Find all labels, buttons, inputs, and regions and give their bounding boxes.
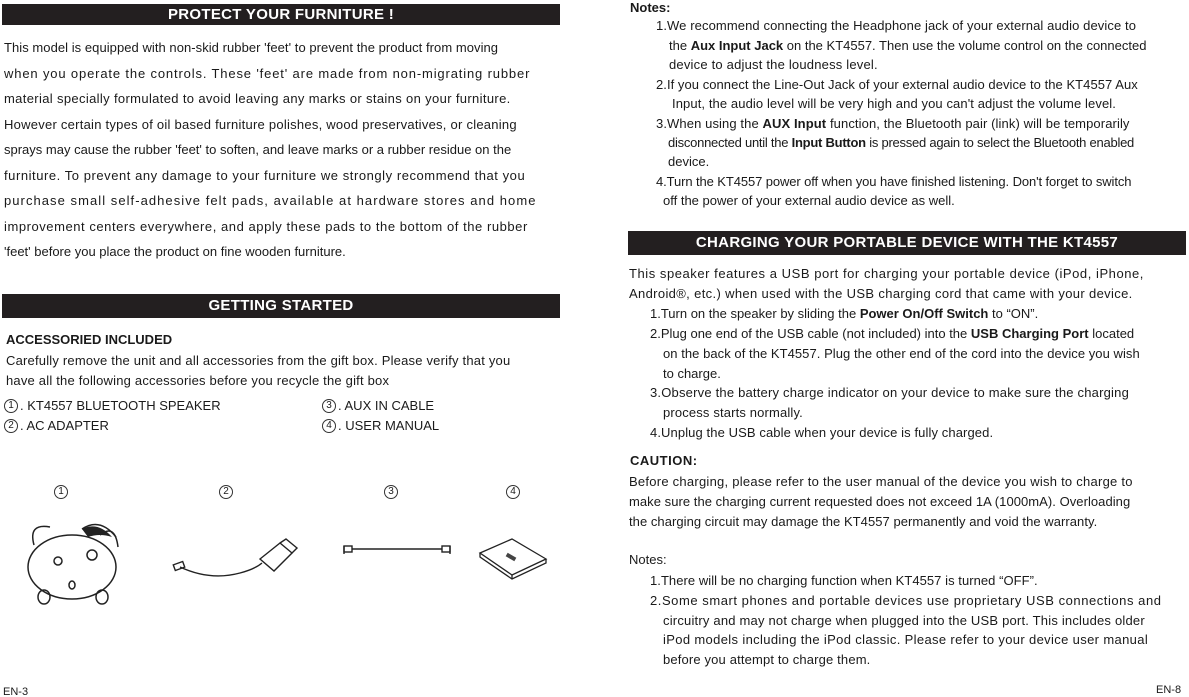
number-badge: 1 — [4, 399, 18, 413]
image-number-3: 3 — [384, 485, 398, 499]
charging-line: 4.Unplug the USB cable when your device is fully charged. — [650, 425, 994, 440]
protect-line: purchase small self-adhesive felt pads, available at hardware stores and home — [4, 193, 537, 208]
speaker-illustration — [20, 515, 125, 607]
caution-line: 2.Some smart phones and portable devices use proprietary USB connections and — [650, 593, 1162, 608]
caution-heading: CAUTION: — [630, 453, 698, 468]
notes-heading: Notes: — [630, 0, 671, 15]
note-line: the Aux Input Jack on the KT4557. Then use the volume control on the connected — [669, 38, 1147, 53]
charging-line: This speaker features a USB port for charging your portable device (iPod, iPhone, — [629, 266, 1144, 281]
accessory-label: . KT4557 BLUETOOTH SPEAKER — [20, 398, 221, 413]
accessory-item — [322, 418, 439, 433]
protect-line: when you operate the controls. These 'feet' are made from non-migrating rubber — [4, 65, 531, 81]
caution-line: iPod models including the iPod classic. Please refer to your device user manual — [663, 632, 1149, 647]
number-badge: 4 — [322, 419, 336, 433]
charging-line: on the back of the KT4557. Plug the other end of the cord into the device you wish — [663, 346, 1140, 361]
charging-line: process starts normally. — [663, 405, 803, 420]
accessory-label: . AC ADAPTER — [20, 418, 109, 433]
page-number-right: EN-8 — [1156, 684, 1182, 696]
accessory-label: . AUX IN CABLE — [338, 398, 435, 413]
protect-furniture-text — [4, 35, 564, 265]
accessory-label: . USER MANUAL — [338, 418, 440, 433]
accessories-line: have all the following accessories before you recycle the gift box — [6, 373, 390, 388]
protect-line: furniture. To prevent any damage to your furniture we strongly recommend that you — [4, 167, 526, 183]
image-number-4: 4 — [506, 485, 520, 499]
caution-line: before you attempt to charge them. — [663, 652, 871, 667]
caution-line: circuitry and may not charge when plugged into the USB port. This includes older — [663, 613, 1145, 628]
protect-furniture-heading: PROTECT YOUR FURNITURE ! — [2, 4, 560, 25]
number-badge: 2 — [4, 419, 18, 433]
note-line: disconnected until the Input Button is pressed again to select the Bluetooth enabled — [668, 135, 1135, 150]
charging-line: 3.Observe the battery charge indicator on your device to make sure the charging — [650, 385, 1130, 400]
accessories-text — [6, 351, 566, 391]
aux-cable-illustration — [340, 540, 460, 562]
protect-line: This model is equipped with non-skid rubber 'feet' to prevent the product from moving — [4, 40, 499, 55]
accessory-item — [322, 398, 434, 413]
caution-line: make sure the charging current requested does not exceed 1A (1000mA). Overloading — [629, 494, 1131, 509]
charging-line: 1.Turn on the speaker by sliding the Power On/Off Switch to “ON”. — [650, 306, 1039, 321]
charging-line: to charge. — [663, 366, 721, 381]
note-line: 2.If you connect the Line-Out Jack of your external audio device to the KT4557 Aux — [656, 77, 1138, 92]
charging-line: 2.Plug one end of the USB cable (not included) into the USB Charging Port located — [650, 326, 1135, 341]
note-line: device to adjust the loudness level. — [669, 57, 878, 72]
accessory-item — [4, 398, 221, 413]
number-badge: 3 — [322, 399, 336, 413]
image-number-1: 1 — [54, 485, 68, 499]
note-line: Input, the audio level will be very high and you can't adjust the volume level. — [672, 96, 1116, 111]
user-manual-illustration — [476, 535, 551, 580]
charging-line: Android®, etc.) when used with the USB charging cord that came with your device. — [629, 286, 1133, 301]
protect-line: improvement centers everywhere, and apply these pads to the bottom of the rubber — [4, 218, 528, 234]
note-line: 4.Turn the KT4557 power off when you have finished listening. Don't forget to switch — [656, 174, 1132, 189]
protect-line: sprays may cause the rubber 'feet' to soften, and leave marks or a rubber residue on the — [4, 142, 512, 157]
caution-line: the charging circuit may damage the KT4557 permanently and void the warranty. — [629, 514, 1098, 529]
caution-line: Before charging, please refer to the user manual of the device you wish to charge to — [629, 474, 1133, 489]
charging-heading: CHARGING YOUR PORTABLE DEVICE WITH THE KT4557 — [628, 231, 1186, 255]
getting-started-heading: GETTING STARTED — [2, 294, 560, 318]
image-number-2: 2 — [219, 485, 233, 499]
page-number-left: EN-3 — [3, 686, 29, 697]
accessories-line: Carefully remove the unit and all accessories from the gift box. Please verify that you — [6, 353, 511, 368]
note-line: 1.We recommend connecting the Headphone jack of your external audio device to — [656, 18, 1137, 33]
note-line: device. — [668, 154, 710, 169]
caution-line: 1.There will be no charging function when KT4557 is turned “OFF”. — [650, 573, 1038, 588]
accessories-heading: ACCESSORIED INCLUDED — [6, 332, 173, 347]
protect-line: However certain types of oil based furniture polishes, wood preservatives, or cleaning — [4, 116, 517, 132]
accessory-item — [4, 418, 109, 433]
protect-line: 'feet' before you place the product on fine wooden furniture. — [4, 244, 346, 259]
protect-line: material specially formulated to avoid leaving any marks or stains on your furniture. — [4, 91, 511, 106]
note-line: 3.When using the AUX Input function, the Bluetooth pair (link) will be temporarily — [656, 116, 1130, 131]
note-line: off the power of your external audio device as well. — [663, 193, 955, 208]
caution-line: Notes: — [629, 552, 667, 567]
adapter-illustration — [170, 535, 300, 585]
